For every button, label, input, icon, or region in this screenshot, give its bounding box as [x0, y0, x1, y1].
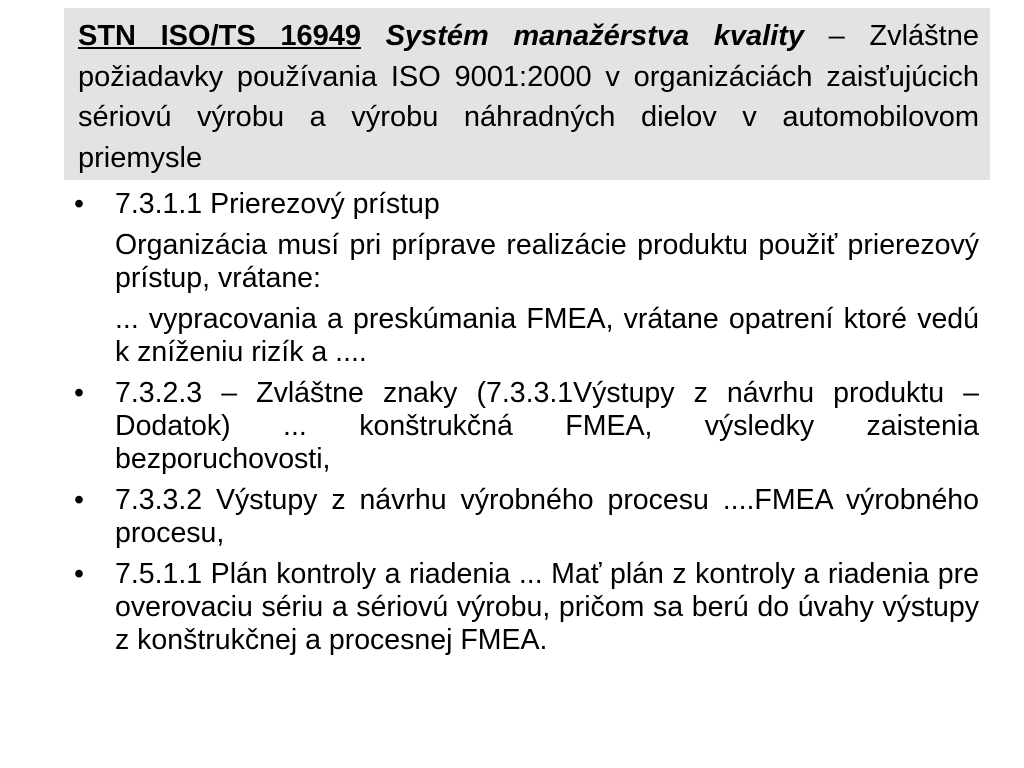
item-heading: 7.3.1.1 Prierezový prístup: [115, 188, 440, 220]
bullet-icon: •: [74, 484, 84, 516]
title-box: [64, 8, 990, 180]
content-area: [72, 188, 979, 665]
item-text: 7.5.1.1 Plán kontroly a riadenia ... Mať plán z kontroly a riadenia pre overovaciu sériu a sériovú výrobu, pričom sa berú do úvahy výstupy z konštrukčnej a procesnej FMEA.: [115, 558, 979, 656]
item-paragraph: ... vypracovania a preskúmania FMEA, vrátane opatrení ktoré vedú k zníženiu rizík a ....: [115, 303, 979, 368]
bullet-icon: •: [74, 188, 84, 220]
list-item: [72, 188, 979, 369]
list-item: [72, 558, 979, 657]
title-description: – Zvláštne požiadavky používania ISO 9001:2000 v organizáciách zaisťujúcich sériovú výrobu a výrobu náhradných dielov v automobilovom priemysle: [78, 20, 979, 174]
standard-code: STN ISO/TS 16949: [78, 20, 361, 52]
bullet-list: [72, 188, 979, 657]
item-text: 7.3.3.2 Výstupy z návrhu výrobného procesu ....FMEA výrobného procesu,: [115, 484, 979, 549]
list-item: [72, 377, 979, 476]
item-paragraph: Organizácia musí pri príprave realizácie produktu použiť prierezový prístup, vrátane:: [115, 229, 979, 294]
bullet-icon: •: [74, 377, 84, 409]
item-text: 7.3.2.3 – Zvláštne znaky (7.3.3.1Výstupy z návrhu produktu – Dodatok) ... konštrukčná FMEA, výsledky zaistenia bezporuchovosti,: [115, 377, 979, 475]
list-item: [72, 484, 979, 550]
title-system: Systém manažérstva kvality: [385, 20, 805, 52]
bullet-icon: •: [74, 558, 84, 590]
